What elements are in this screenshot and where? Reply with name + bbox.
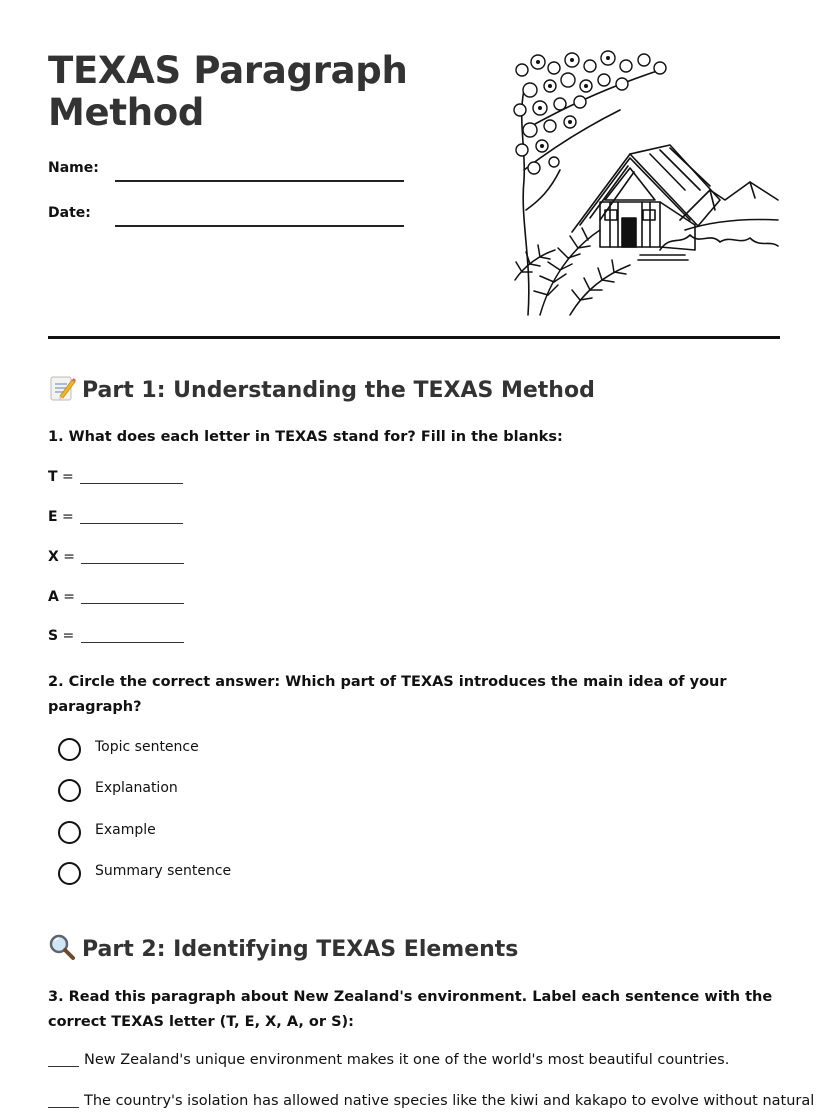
equals-sign: = <box>57 509 79 525</box>
worksheet-page <box>48 0 815 1109</box>
question-1: 1. What does each letter in TEXAS stand for? Fill in the blanks: <box>48 429 563 445</box>
part1-title <box>48 374 595 405</box>
answer-blank[interactable] <box>80 469 183 484</box>
name-line[interactable] <box>115 180 404 182</box>
blank-row-e[interactable] <box>48 509 183 525</box>
date-field[interactable] <box>48 205 91 221</box>
radio-circle[interactable] <box>58 862 81 885</box>
page-title: TEXAS Paragraph Method <box>48 49 408 134</box>
radio-circle[interactable] <box>58 738 81 761</box>
part2-title-text: Part 2: Identifying TEXAS Elements <box>82 937 519 962</box>
magnifier-icon <box>48 933 76 961</box>
question-2: 2. Circle the correct answer: Which part of TEXAS introduces the main idea of your paragraph? <box>48 674 727 715</box>
option-label: Topic sentence <box>95 739 199 755</box>
equals-sign: = <box>58 549 80 565</box>
letter-label: S <box>48 628 59 644</box>
equals-sign: = <box>58 628 79 644</box>
option-label: Example <box>95 822 156 838</box>
worksheet-header <box>48 0 780 340</box>
label-blank[interactable] <box>48 1093 79 1108</box>
letter-label: X <box>48 549 59 565</box>
date-label: Date: <box>48 205 91 221</box>
date-line[interactable] <box>115 225 404 227</box>
radio-circle[interactable] <box>58 779 81 802</box>
equals-sign: = <box>58 589 80 605</box>
blank-row-s[interactable] <box>48 628 184 644</box>
paragraph-sentence[interactable] <box>48 1052 729 1068</box>
option-label: Summary sentence <box>95 863 232 879</box>
answer-blank[interactable] <box>80 509 183 524</box>
letter-label: A <box>48 589 59 605</box>
letter-label: E <box>48 509 58 525</box>
blank-row-t[interactable] <box>48 469 183 485</box>
option-label: Explanation <box>95 780 178 796</box>
blank-row-a[interactable] <box>48 589 184 605</box>
sentence-text: New Zealand's unique environment makes it one of the world's most beautiful countries. <box>84 1052 730 1068</box>
paragraph-sentence[interactable] <box>48 1093 814 1109</box>
answer-blank[interactable] <box>81 628 184 643</box>
blank-row-x[interactable] <box>48 549 184 565</box>
letter-label: T <box>48 469 58 485</box>
name-field[interactable] <box>48 160 99 176</box>
question-3: 3. Read this paragraph about New Zealand's environment. Label each sentence with the correct TEXAS letter (T, E, X, A, or S): <box>48 989 773 1030</box>
answer-blank[interactable] <box>81 589 184 604</box>
part2-title <box>48 933 518 964</box>
part1-title-text: Part 1: Understanding the TEXAS Method <box>82 378 595 403</box>
sentence-text: The country's isolation has allowed native species like the kiwi and kakapo to evolve without natural <box>84 1093 815 1109</box>
answer-blank[interactable] <box>81 549 184 564</box>
radio-circle[interactable] <box>58 821 81 844</box>
header-divider <box>48 336 780 339</box>
label-blank[interactable] <box>48 1052 79 1067</box>
memo-icon <box>48 374 76 402</box>
house-landscape-illustration <box>510 50 780 316</box>
name-label: Name: <box>48 160 99 176</box>
equals-sign: = <box>57 469 79 485</box>
